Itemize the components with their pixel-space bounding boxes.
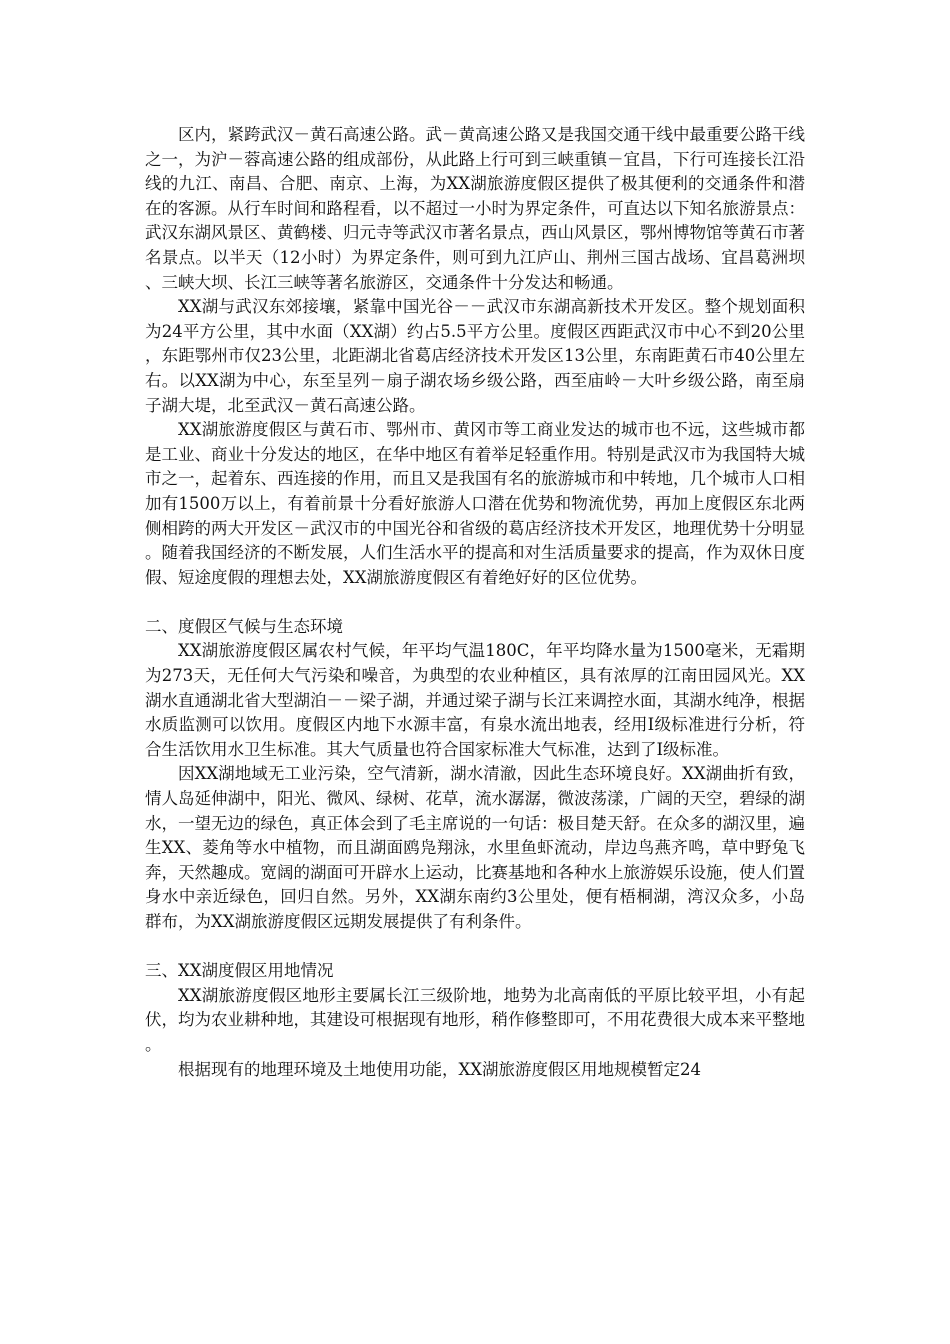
- section-spacer: [145, 590, 805, 615]
- section-3-paragraph-2: 根据现有的地理环境及土地使用功能，XX湖旅游度假区用地规模暂定24: [178, 1059, 701, 1079]
- section-3-heading: 三、XX湖度假区用地情况: [145, 961, 334, 981]
- intro-paragraph-1: 区内，紧跨武汉－黄石高速公路。武－黄高速公路又是我国交通干线中最重要公路干线之一，为沪－蓉高速公路的组成部份，从此路上行可到三峡重镇－宜昌，下行可连接长江沿线的九江、南昌、合肥、南京、上海，为XX湖旅游度假区提供了极其便利的交通条件和潜在的客源。从行车时间和路程看，以不超过一小时为界定条件，可直达以下知名旅游景点：武汉东湖风景区、黄鹤楼、归元寺等武汉市著名景点，西山风景区，鄂州博物馆等黄石市著名景点。以半天（12小时）为界定条件，则可到九江庐山、荆州三国古战场、宜昌葛洲坝、三峡大坝、长江三峡等著名旅游区，交通条件十分发达和畅通。: [145, 125, 805, 292]
- section-2-heading: 二、度假区气候与生态环境: [145, 616, 343, 636]
- intro-paragraph-3: XX湖旅游度假区与黄石市、鄂州市、黄冈市等工商业发达的城市也不远，这些城市都是工业、商业十分发达的地区，在华中地区有着举足轻重作用。特别是武汉市为我国特大城市之一，起着东、西连接的作用，而且又是我国有名的旅游城市和中转地，几个城市人口相加有1500万以上，有着前景十分看好旅游人口潜在优势和物流优势，再加上度假区东北两侧相跨的两大开发区－武汉市的中国光谷和省级的葛店经济技术开发区，地理优势十分明显。随着我国经济的不断发展，人们生活水平的提高和对生活质量要求的提高，作为双休日度假、短途度假的理想去处，XX湖旅游度假区有着绝好好的区位优势。: [145, 420, 805, 587]
- intro-paragraph-2: XX湖与武汉东郊接壤，紧靠中国光谷－－武汉市东湖高新技术开发区。整个规划面积为24平方公里，其中水面（XX湖）约占5.5平方公里。度假区西距武汉市中心不到20公里，东距鄂州市仅23公里，北距湖北省葛店经济技术开发区13公里，东南距黄石市40公里左右。以XX湖为中心，东至呈列－扇子湖农场乡级公路，西至庙岭－大叶乡级公路，南至扇子湖大堤，北至武汉－黄石高速公路。: [145, 297, 805, 415]
- section-2-paragraph-1: XX湖旅游度假区属农村气候，年平均气温180C，年平均降水量为1500毫米，无霜期为273天，无任何大气污染和噪音，为典型的农业种植区，具有浓厚的江南田园风光。XX湖水直通湖北省大型湖泊－－梁子湖，并通过梁子湖与长江来调控水面，其湖水纯净，根据水质监测可以饮用。度假区内地下水源丰富，有泉水流出地表，经用I级标准进行分析，符合生活饮用水卫生标准。其大气质量也符合国家标准大气标准，达到了I级标准。: [145, 641, 805, 759]
- section-2-paragraph-2: 因XX湖地域无工业污染，空气清新，湖水清澈，因此生态环境良好。XX湖曲折有致，情人岛延伸湖中，阳光、微风、绿树、花草，流水潺潺，微波荡漾，广阔的天空，碧绿的湖水，一望无边的绿色，真正体会到了毛主席说的一句话：极目楚天舒。在众多的湖汉里，遍生XX、菱角等水中植物，而且湖面鸥凫翔泳，水里鱼虾流动，岸边鸟燕齐鸣，草中野兔飞奔，天然趣成。宽阔的湖面可开辟水上运动，比赛基地和各种水上旅游娱乐设施，使人们置身水中亲近绿色，回归自然。另外，XX湖东南约3公里处，便有梧桐湖，湾汉众多，小岛群布，为XX湖旅游度假区远期发展提供了有利条件。: [145, 764, 805, 931]
- section-3-paragraph-1: XX湖旅游度假区地形主要属长江三级阶地，地势为北高南低的平原比较平坦，小有起伏，均为农业耕种地，其建设可根据现有地形，稍作修整即可，不用花费很大成本来平整地。: [145, 985, 805, 1054]
- document-page: [145, 123, 805, 1082]
- section-spacer: [145, 935, 805, 960]
